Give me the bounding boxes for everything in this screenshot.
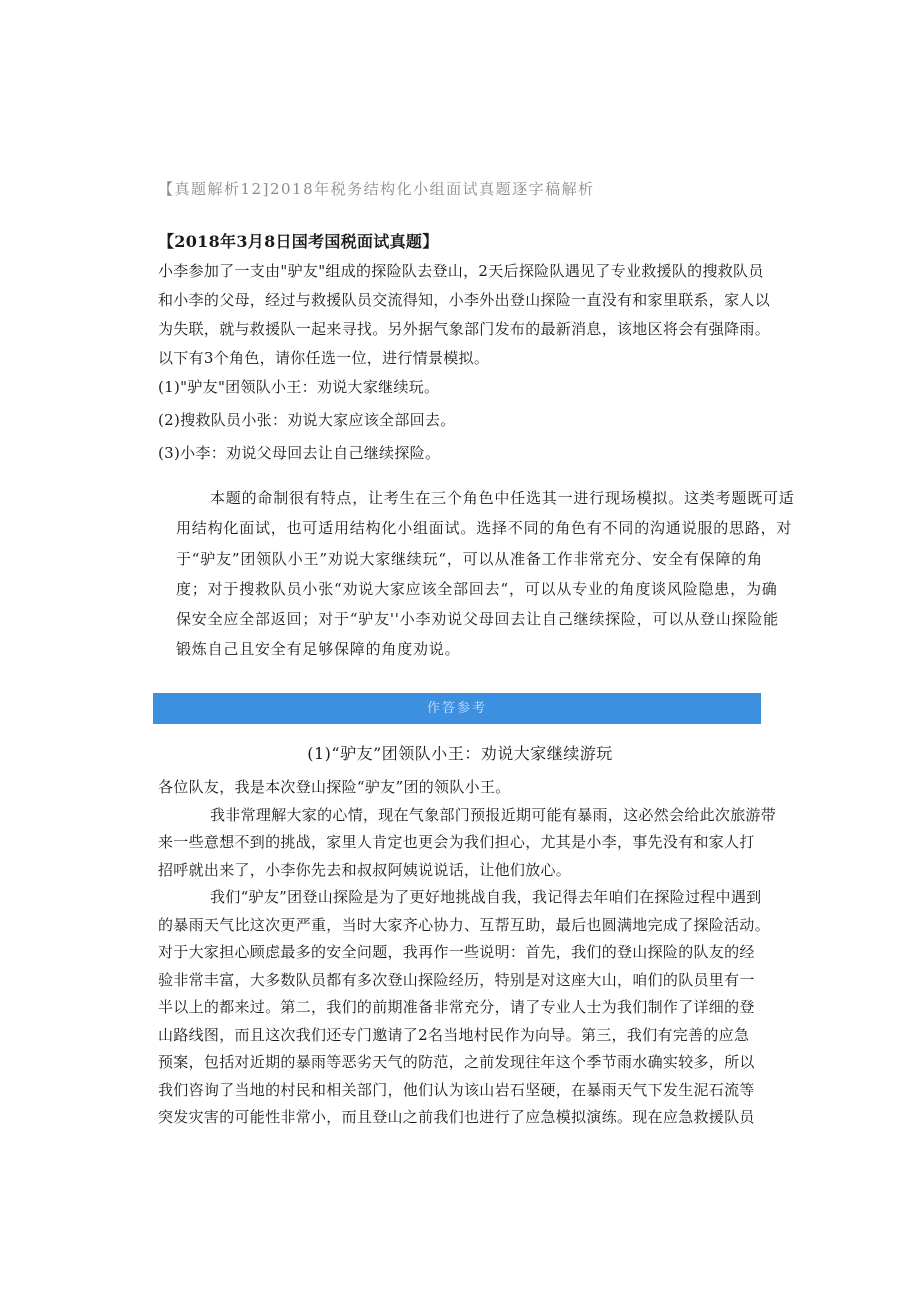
- answer-line: 预案，包括对近期的暴雨等恶劣天气的防范，之前发现往年这个季节雨水确实较多，所以: [158, 1053, 755, 1071]
- analysis-section: [176, 488, 795, 670]
- question-line: 小李参加了一支由"驴友"组成的探险队去登山，2天后探险队遇见了专业救援队的搜救队员: [158, 262, 764, 280]
- question-line: 和小李的父母，经过与救援队员交流得知，小李外出登山探险一直没有和家里联系，家人以: [158, 291, 771, 309]
- answer-section: [158, 777, 777, 1135]
- reference-answer-banner: 作答参考: [153, 693, 761, 724]
- analysis-line: 保安全应全部返回；对于“驴友''小李劝说父母回去让自己继续探险，可以从登山探险能: [176, 610, 779, 629]
- analysis-line: 本题的命制很有特点，让考生在三个角色中任选其一进行现场模拟。这类考题既可适: [210, 489, 795, 507]
- question-option: (2)搜救队员小张：劝说大家应该全部回去。: [158, 411, 456, 429]
- question-section: [158, 232, 771, 476]
- question-line: 以下有3个角色，请你任选一位，进行情景模拟。: [158, 349, 490, 367]
- analysis-line: 于“驴友”团领队小王”劝说大家继续玩“，可以从准备工作非常充分、安全有保障的角: [176, 549, 763, 568]
- question-option: (1)"驴友"团领队小王：劝说大家继续玩。: [158, 378, 440, 396]
- page-header: 【真题解析12]2018年税务结构化小组面试真题逐字稿解析: [158, 180, 595, 198]
- answer-title: (1)“驴友”团领队小王：劝说大家继续游玩: [307, 744, 613, 763]
- answer-line: 半以上的都来过。第二，我们的前期准备非常充分，请了专业人士为我们制作了详细的登: [158, 998, 755, 1016]
- answer-line: 招呼就出来了，小李你先去和叔叔阿姨说说话，让他们放心。: [158, 860, 572, 879]
- answer-line: 我们“驴友”团登山探险是为了更好地挑战自我，我记得去年咱们在探险过程中遇到: [210, 888, 762, 906]
- answer-line: 验非常丰富，大多数队员都有多次登山探险经历，特别是对这座大山，咱们的队员里有一: [158, 970, 755, 989]
- analysis-line: 用结构化面试，也可适用结构化小组面试。选择不同的角色有不同的沟通说服的思路，对: [176, 519, 793, 538]
- answer-line: 各位队友，我是本次登山探险“驴友”团的领队小王。: [158, 778, 511, 796]
- answer-line: 突发灾害的可能性非常小，而且登山之前我们也进行了应急模拟演练。现在应急救援队员: [158, 1108, 755, 1126]
- analysis-line: 锻炼自己且安全有足够保障的角度劝说。: [176, 640, 461, 659]
- answer-line: 我们咨询了当地的村民和相关部门，他们认为该山岩石坚硬，在暴雨天气下发生泥石流等: [158, 1080, 755, 1099]
- answer-line: 山路线图，而且这次我们还专门邀请了2名当地村民作为向导。第三，我们有完善的应急: [158, 1025, 750, 1044]
- analysis-line: 度；对于搜救队员小张“劝说大家应该全部回去“，可以从专业的角度谈风险隐患，为确: [176, 579, 778, 598]
- answer-line: 对于大家担心顾虑最多的安全问题，我再作一些说明：首先，我们的登山探险的队友的经: [158, 943, 755, 961]
- answer-line: 来一些意想不到的挑战，家里人肯定也更会为我们担心，尤其是小李，事先没有和家人打: [158, 833, 755, 851]
- question-title: 【2018年3月8日国考国税面试真题】: [158, 232, 439, 251]
- question-option: (3)小李：劝说父母回去让自己继续探险。: [158, 444, 441, 462]
- answer-line: 我非常理解大家的心情，现在气象部门预报近期可能有暴雨，这必然会给此次旅游带: [210, 805, 777, 824]
- answer-line: 的暴雨天气比这次更严重，当时大家齐心协力、互帮互助，最后也圆满地完成了探险活动。: [158, 915, 771, 934]
- question-line: 为失联，就与救援队一起来寻找。另外据气象部门发布的最新消息，该地区将会有强降雨。: [158, 320, 771, 338]
